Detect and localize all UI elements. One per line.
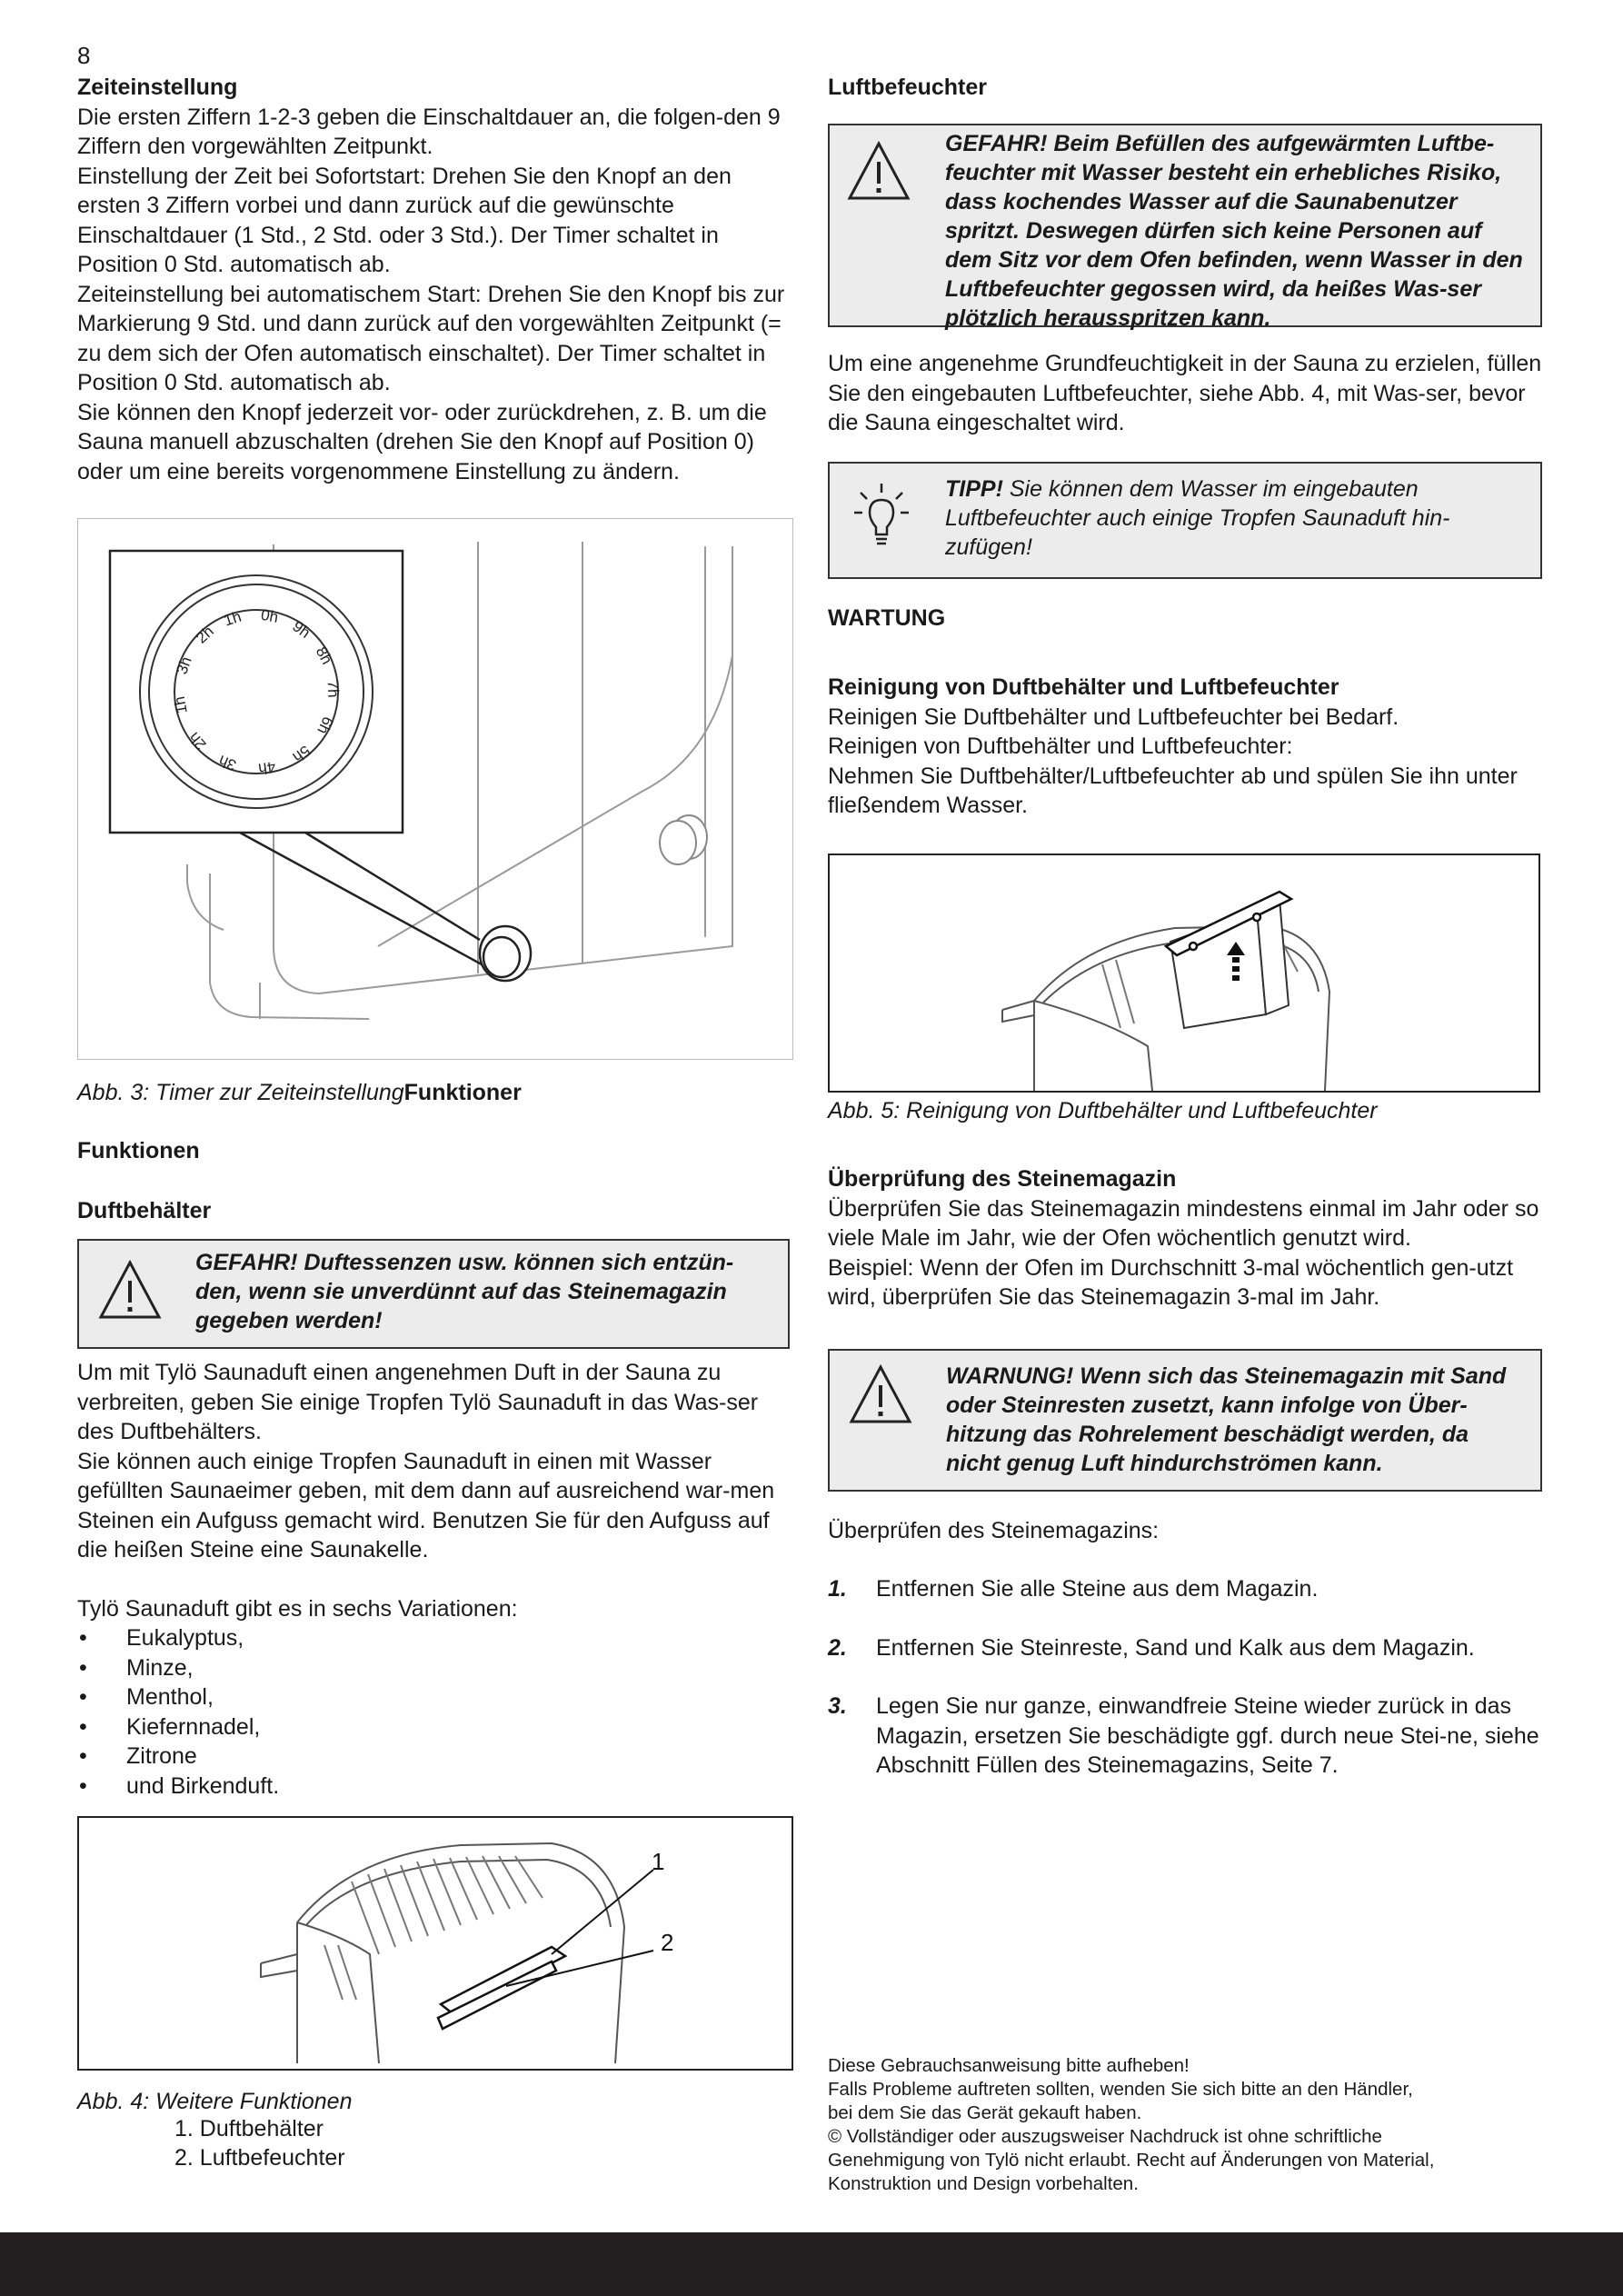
figure-3-caption-bold: Funktioner <box>403 1080 522 1105</box>
step-item <box>828 1574 1542 1604</box>
steps-intro: Überprüfen des Steinemagazins: <box>828 1518 1160 1543</box>
dial-label: 4h <box>257 757 277 778</box>
warning-triangle-icon <box>848 1363 913 1425</box>
luft-paragraph: Um eine angenehme Grundfeuchtigkeit in der Sauna zu erzielen, füllen Sie den eingebauten Luftbefeuchter, siehe Abb. 4, mit Was-ser, bevor die Sauna eingeschaltet wird. <box>828 351 1542 435</box>
footer-line: Falls Probleme auftreten sollten, wenden Sie sich bitte an den Händler, <box>828 2079 1413 2100</box>
steps-list <box>828 1574 1542 1781</box>
warning-triangle-icon <box>846 140 911 202</box>
dial-label: 1h <box>221 607 244 630</box>
bottom-bar <box>0 2232 1623 2296</box>
footer-line: bei dem Sie das Gerät gekauft haben. <box>828 2102 1142 2123</box>
figure-functions <box>77 1816 793 2071</box>
callout-label-1: 1 <box>652 1848 665 1875</box>
warning-text: WARNUNG! Wenn sich das Steinemagazin mit Sand oder Steinresten zusetzt, kann infolge von Über-hitzung das Rohrelement beschädigt werden, da nicht genug Luft hindurchströmen kann. <box>946 1363 1507 1476</box>
warning-triangle-icon <box>97 1259 163 1321</box>
dial-label: 5h <box>289 742 314 766</box>
dial-label: 2h <box>184 728 210 754</box>
step-text: Entfernen Sie Steinreste, Sand und Kalk aus dem Magazin. <box>876 1634 1475 1661</box>
figure-5-caption: Abb. 5: Reinigung von Duftbehälter und Luftbefeuchter <box>828 1098 1378 1123</box>
heading-funktionen: Funktionen <box>77 1138 200 1163</box>
page-number: 8 <box>77 42 91 69</box>
timer-illustration <box>78 519 792 1058</box>
footer-line: Genehmigung von Tylö nicht erlaubt. Recht auf Änderungen von Material, <box>828 2150 1435 2171</box>
zeit-paragraph: Zeiteinstellung bei automatischem Start: Drehen Sie den Knopf bis zur Markierung 9 Std. und dann zurück auf den vorgewählten Zeitpunkt (= zu dem sich der Ofen automatisch einschaltet). Der Timer schaltet in Position 0 Std. automatisch ab. <box>77 281 785 395</box>
duft-paragraph: Sie können auch einige Tropfen Saunaduft in einen mit Wasser gefüllten Saunaeimer geben, mit dem dann auf ausreichend war-men Steinen ein Aufguss gemacht wird. Benutzen Sie für den Aufguss auf die heißen Steine eine Saunakelle. <box>77 1448 775 1562</box>
warning-box-duft <box>77 1239 790 1349</box>
heading-luftbefeuchter: Luftbefeuchter <box>828 75 987 100</box>
figure-timer <box>77 518 793 1060</box>
cleaning-illustration <box>830 855 1538 1091</box>
zeit-section <box>77 73 791 486</box>
pruefung-section <box>828 1164 1542 1313</box>
warning-text: GEFAHR! Duftessenzen usw. können sich entzün-den, wenn sie unverdünnt auf das Steinemagazin gegeben werden! <box>195 1250 734 1333</box>
dial-label: 3h <box>216 751 239 774</box>
duft-section <box>77 1358 791 1801</box>
footer-line: Diese Gebrauchsanweisung bitte aufheben! <box>828 2055 1190 2076</box>
dial-label: 0h <box>259 605 280 626</box>
lightbulb-icon <box>853 482 910 551</box>
figure-3-caption <box>77 1078 522 1107</box>
list-item: • Zitrone <box>77 1742 791 1772</box>
warning-box-luft <box>828 124 1542 331</box>
step-number: 3. <box>828 1693 847 1719</box>
zeit-paragraph: Einstellung der Zeit bei Sofortstart: Drehen Sie den Knopf an den ersten 3 Ziffern vorbei und dann zurück auf die gewünschte Einschaltdauer (1 Std., 2 Std. oder 3 Std.). Der Timer schaltet in Position 0 Std. automatisch ab. <box>77 163 732 277</box>
heading-duftbehaelter: Duftbehälter <box>77 1198 212 1223</box>
pruefung-paragraph: Überprüfen Sie das Steinemagazin mindestens einmal im Jahr oder so viele Male im Jahr, wie der Ofen wöchentlich genutzt wird. <box>828 1195 1539 1251</box>
reinigung-section <box>828 673 1542 821</box>
step-item <box>828 1692 1542 1781</box>
reinigung-line: Nehmen Sie Duftbehälter/Luftbefeuchter ab und spülen Sie ihn unter fließendem Wasser. <box>828 763 1518 818</box>
footer-notice <box>828 2054 1546 2196</box>
dial-label: 3h <box>173 654 195 677</box>
footer-line: Konstruktion und Design vorbehalten. <box>828 2173 1139 2194</box>
callout-label-2: 2 <box>661 1929 674 1956</box>
list-item: • Eukalyptus, <box>77 1623 791 1653</box>
tip-body: Sie können dem Wasser im eingebauten Luftbefeuchter auch einige Tropfen Saunaduft hin-zufügen! <box>945 476 1450 560</box>
footer-line: © Vollständiger oder auszugsweiser Nachdruck ist ohne schriftliche <box>828 2126 1382 2147</box>
legend-item: 2. Luftbefeuchter <box>174 2145 345 2171</box>
zeit-paragraph: Sie können den Knopf jederzeit vor- oder zurückdrehen, z. B. um die Sauna manuell abzuschalten (drehen Sie den Knopf auf Position 0) oder um eine bereits vorgenommene Einstellung zu ändern. <box>77 399 767 484</box>
variations-list <box>77 1623 791 1801</box>
heading-pruefung: Überprüfung des Steinemagazin <box>828 1166 1177 1192</box>
figure-4-legend <box>174 2114 345 2172</box>
heading-wartung: WARTUNG <box>828 605 946 631</box>
figure-cleaning <box>828 854 1540 1093</box>
warning-box-steine <box>828 1349 1542 1492</box>
tip-box <box>828 462 1542 579</box>
step-number: 2. <box>828 1634 847 1661</box>
figure-4-caption: Abb. 4: Weitere Funktionen <box>77 2089 353 2114</box>
pruefung-paragraph: Beispiel: Wenn der Ofen im Durchschnitt 3-mal wöchentlich gen-utzt wird, überprüfen Sie das Steinemagazin 3-mal im Jahr. <box>828 1254 1514 1310</box>
variations-intro: Tylö Saunaduft gibt es in sechs Variationen: <box>77 1595 518 1622</box>
reinigung-line: Reinigen von Duftbehälter und Luftbefeuchter: <box>828 734 1293 759</box>
tip-label: TIPP! <box>945 476 1003 502</box>
dial-label: 2h <box>193 622 217 647</box>
duft-paragraph: Um mit Tylö Saunaduft einen angenehmen Duft in der Sauna zu verbreiten, geben Sie einige Tropfen Tylö Saunaduft in das Was-ser des Duftbehälters. <box>77 1360 759 1444</box>
zeit-paragraph: Die ersten Ziffern 1-2-3 geben die Einschaltdauer an, die folgen-den 9 Ziffern den vorgewählten Zeitpunkt. <box>77 104 781 159</box>
step-text: Legen Sie nur ganze, einwandfreie Steine wieder zurück in das Magazin, ersetzen Sie beschädigte ggf. durch neue Stei-ne, siehe Abschnitt Füllen des Steinemagazins, Seite 7. <box>876 1693 1539 1778</box>
heading-zeiteinstellung: Zeiteinstellung <box>77 75 238 100</box>
list-item: • Menthol, <box>77 1682 791 1712</box>
list-item: • Minze, <box>77 1653 791 1683</box>
legend-item: 1. Duftbehälter <box>174 2116 324 2141</box>
step-number: 1. <box>828 1576 847 1602</box>
warning-text: GEFAHR! Beim Befüllen des aufgewärmten Luftbe-feuchter mit Wasser besteht ein erhebliches Risiko, dass kochendes Wasser auf die Saunabenutzer spritzt. Deswegen dürfen sich keine Personen auf dem Sitz vor dem Ofen befinden, wenn Wasser in den Luftbefeuchter gegossen wird, da heißes Was-ser plötzlich herausspritzen kann. <box>945 131 1523 331</box>
dial-label: 7h <box>324 680 343 698</box>
tip-text <box>945 474 1527 562</box>
figure-3-caption-text: Abb. 3: Timer zur Zeiteinstellung <box>77 1080 404 1105</box>
step-text: Entfernen Sie alle Steine aus dem Magazin. <box>876 1576 1319 1602</box>
reinigung-line: Reinigen Sie Duftbehälter und Luftbefeuchter bei Bedarf. <box>828 704 1399 730</box>
dial-label: 9h <box>289 617 314 642</box>
heading-reinigung: Reinigung von Duftbehälter und Luftbefeuchter <box>828 674 1339 700</box>
dial-label: 1h <box>170 694 191 715</box>
dial-label: 8h <box>312 644 336 668</box>
heater-illustration <box>79 1818 792 2069</box>
dial-label: 6h <box>314 714 337 737</box>
list-item: • und Birkenduft. <box>77 1772 791 1802</box>
step-item <box>828 1633 1542 1663</box>
list-item: • Kiefernnadel, <box>77 1712 791 1742</box>
